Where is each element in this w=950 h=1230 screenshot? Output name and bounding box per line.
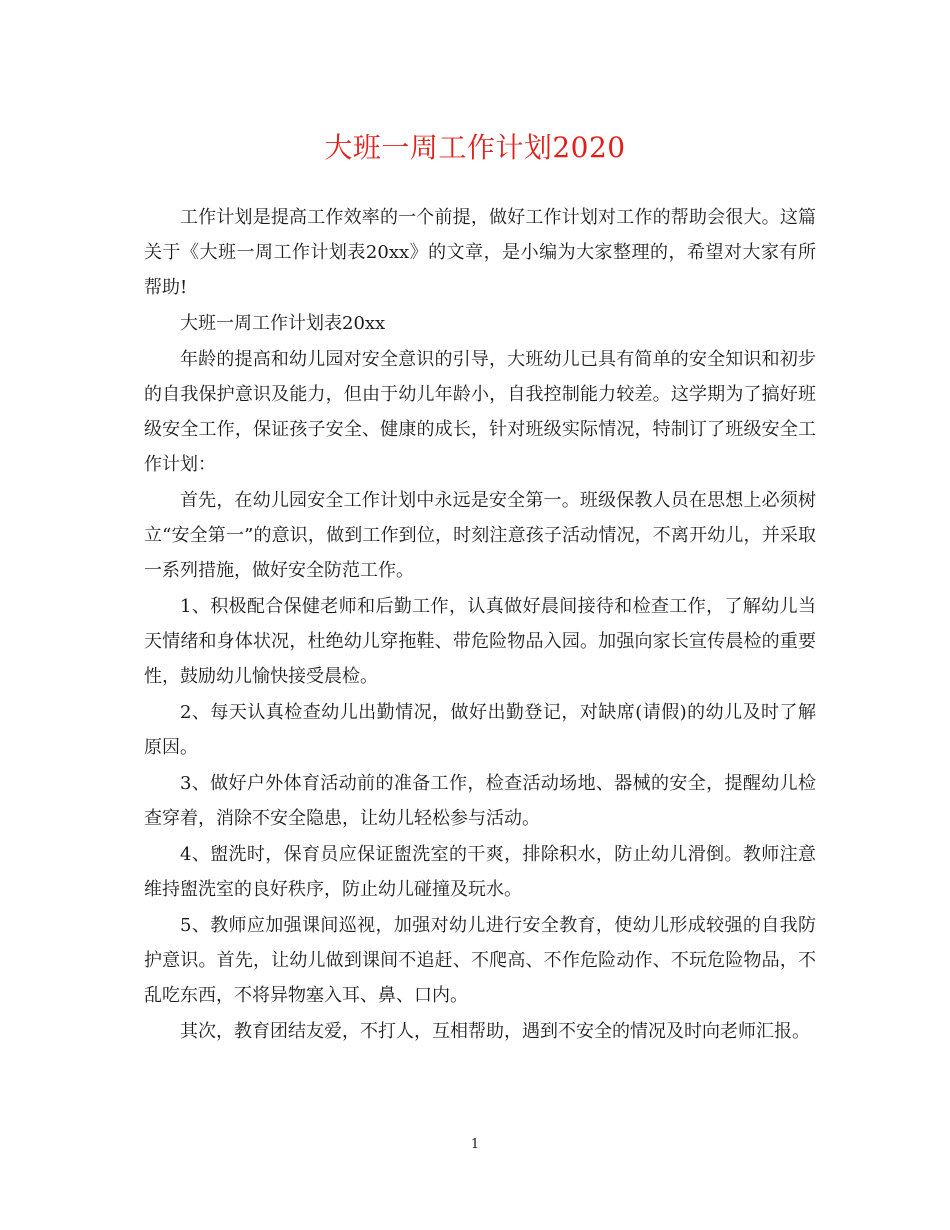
paragraph-subtitle: 大班一周工作计划表20xx xyxy=(180,313,386,334)
paragraph-background: 年龄的提高和幼儿园对安全意识的引导，大班幼儿已具有简单的安全知识和初步的自我保护意识及能力，但由于幼儿年龄小，自我控制能力较差。这学期为了搞好班级安全工作，保证孩子安全、健康的成长，针对班级实际情况，特制订了班级安全工作计划： xyxy=(144,349,816,475)
paragraph-item-5: 5、教师应加强课间巡视，加强对幼儿进行安全教育，使幼儿形成较强的自我防护意识。首先，让幼儿做到课间不追赶、不爬高、不作危险动作、不玩危险物品，不乱吃东西，不将异物塞入耳、鼻、口内。 xyxy=(144,915,816,1006)
paragraph-item-3: 3、做好户外体育活动前的准备工作，检查活动场地、器械的安全，提醒幼儿检查穿着，消除不安全隐患，让幼儿轻松参与活动。 xyxy=(144,773,816,829)
paragraph-item-1: 1、积极配合保健老师和后勤工作，认真做好晨间接待和检查工作，了解幼儿当天情绪和身体状况，杜绝幼儿穿拖鞋、带危险物品入园。加强向家长宣传晨检的重要性，鼓励幼儿愉快接受晨检。 xyxy=(144,596,816,687)
page-number: 1 xyxy=(470,1137,480,1152)
document-body xyxy=(144,200,816,1050)
paragraph-second: 其次，教育团结友爱，不打人，互相帮助，遇到不安全的情况及时向老师汇报。 xyxy=(180,1021,810,1042)
paragraph-item-2: 2、每天认真检查幼儿出勤情况，做好出勤登记，对缺席(请假)的幼儿及时了解原因。 xyxy=(144,702,816,758)
paragraph-first: 首先，在幼儿园安全工作计划中永远是安全第一。班级保教人员在思想上必须树立“安全第一”的意识，做到工作到位，时刻注意孩子活动情况，不离开幼儿，并采取一系列措施，做好安全防范工作。 xyxy=(144,490,816,581)
paragraph-intro: 工作计划是提高工作效率的一个前提，做好工作计划对工作的帮助会很大。这篇关于《大班一周工作计划表20xx》的文章，是小编为大家整理的，希望对大家有所帮助! xyxy=(144,207,816,298)
paragraph-item-4: 4、盥洗时，保育员应保证盥洗室的干爽，排除积水，防止幼儿滑倒。教师注意维持盥洗室的良好秩序，防止幼儿碰撞及玩水。 xyxy=(144,844,816,900)
document-title: 大班一周工作计划2020 xyxy=(324,131,626,164)
